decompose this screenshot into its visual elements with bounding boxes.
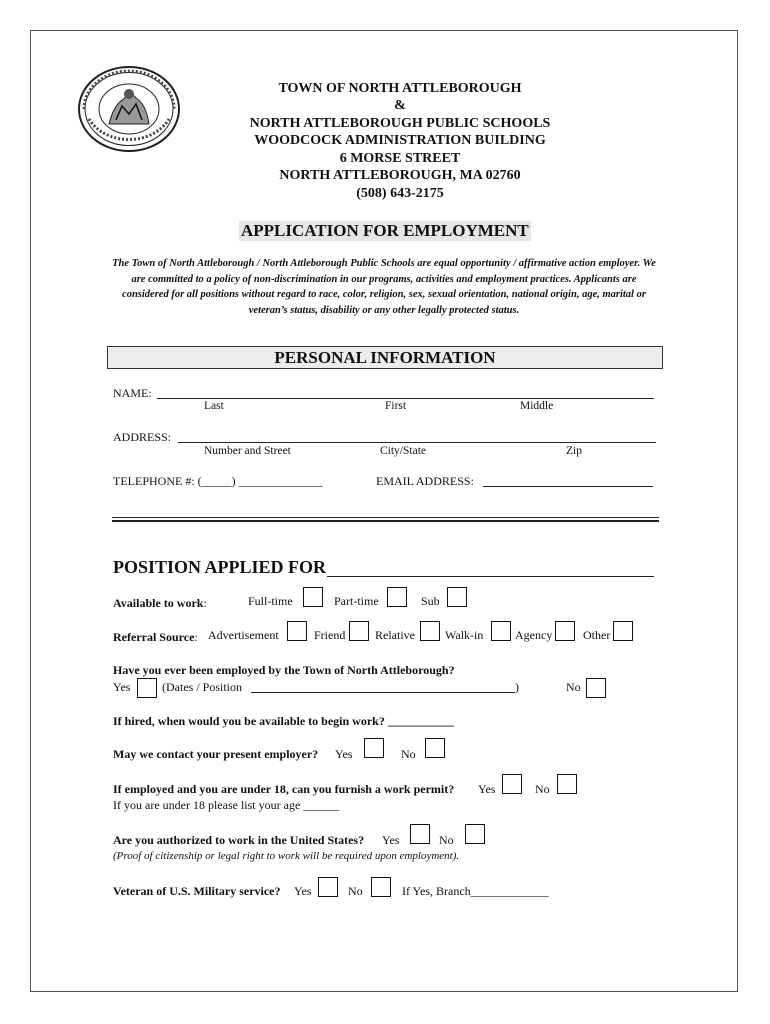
employed-yes-checkbox[interactable] <box>137 678 157 698</box>
authorized-question: Are you authorized to work in the United States? <box>113 833 365 847</box>
position-field[interactable] <box>327 576 654 577</box>
street-caption: Number and Street <box>204 445 291 457</box>
form-title: APPLICATION FOR EMPLOYMENT <box>241 221 529 240</box>
header-schools: NORTH ATTLEBOROUGH PUBLIC SCHOOLS <box>249 116 551 131</box>
header-building: WOODCOCK ADMINISTRATION BUILDING <box>254 133 546 148</box>
personal-information-heading: PERSONAL INFORMATION <box>107 346 663 369</box>
address-field[interactable] <box>178 442 656 443</box>
fulltime-label: Full-time <box>248 594 293 608</box>
contact-yes-checkbox[interactable] <box>364 738 384 758</box>
last-name-caption: Last <box>204 400 224 412</box>
email-label: EMAIL ADDRESS: <box>376 474 474 488</box>
advertisement-checkbox[interactable] <box>287 621 307 641</box>
branch-field[interactable]: If Yes, Branch_____________ <box>402 884 549 898</box>
middle-name-caption: Middle <box>520 400 554 412</box>
employed-yes-label: Yes <box>113 680 131 694</box>
authorized-no-label: No <box>439 833 454 847</box>
other-label: Other <box>583 628 611 642</box>
sub-label: Sub <box>421 594 440 608</box>
city-state-caption: City/State <box>380 445 426 457</box>
agency-label: Agency <box>515 628 553 642</box>
authorized-yes-label: Yes <box>382 833 400 847</box>
address-label: ADDRESS: <box>113 430 172 444</box>
zip-caption: Zip <box>566 445 582 457</box>
permit-no-label: No <box>535 782 550 796</box>
work-permit-question: If employed and you are under 18, can you furnish a work permit? <box>113 782 455 796</box>
referral-colon: : <box>194 630 198 644</box>
parttime-checkbox[interactable] <box>387 587 407 607</box>
friend-label: Friend <box>314 628 346 642</box>
email-field[interactable] <box>483 486 653 487</box>
town-seal-logo <box>74 64 184 154</box>
contact-yes-label: Yes <box>335 747 353 761</box>
available-colon: : <box>203 596 207 610</box>
available-label: Available to work <box>113 596 204 610</box>
referral-label: Referral Source <box>113 630 195 644</box>
header-phone: (508) 643-2175 <box>356 186 444 201</box>
proof-note: (Proof of citizenship or legal right to work will be required upon employment). <box>113 850 460 862</box>
authorized-yes-checkbox[interactable] <box>410 824 430 844</box>
divider-top <box>112 517 659 518</box>
permit-no-checkbox[interactable] <box>557 774 577 794</box>
agency-checkbox[interactable] <box>555 621 575 641</box>
authorized-no-checkbox[interactable] <box>465 824 485 844</box>
first-name-caption: First <box>385 400 407 412</box>
permit-yes-checkbox[interactable] <box>502 774 522 794</box>
relative-checkbox[interactable] <box>420 621 440 641</box>
walkin-checkbox[interactable] <box>491 621 511 641</box>
permit-yes-label: Yes <box>478 782 496 796</box>
header-street: 6 MORSE STREET <box>339 151 461 166</box>
veteran-no-label: No <box>348 884 363 898</box>
parttime-label: Part-time <box>334 594 379 608</box>
fulltime-checkbox[interactable] <box>303 587 323 607</box>
employed-question: Have you ever been employed by the Town of North Attleborough? <box>113 663 455 677</box>
contact-no-label: No <box>401 747 416 761</box>
name-label: NAME: <box>113 386 152 400</box>
friend-checkbox[interactable] <box>349 621 369 641</box>
contact-no-checkbox[interactable] <box>425 738 445 758</box>
header-city: NORTH ATTLEBOROUGH, MA 02760 <box>279 168 521 183</box>
eeo-disclaimer: The Town of North Attleborough / North Attleborough Public Schools are equal opportunity / affirmative action employer. We are committed to a policy of non-discrimination in our programs, activities and employment practices. Applicants are considered for all positions without regard to race, color, religion, sex, sexual orientation, national origin, age, marital or veteran’s status, disability or any other legally protected status. <box>112 258 656 316</box>
name-field[interactable] <box>157 398 654 399</box>
divider-bottom <box>112 520 659 522</box>
header-ampersand: & <box>394 98 406 113</box>
advertisement-label: Advertisement <box>208 628 279 642</box>
veteran-no-checkbox[interactable] <box>371 877 391 897</box>
dates-position-field[interactable] <box>251 692 515 693</box>
dates-position-close: ) <box>515 680 519 694</box>
contact-employer-question: May we contact your present employer? <box>113 747 319 761</box>
relative-label: Relative <box>375 628 415 642</box>
veteran-yes-checkbox[interactable] <box>318 877 338 897</box>
sub-checkbox[interactable] <box>447 587 467 607</box>
age-field[interactable]: If you are under 18 please list your age ______ <box>113 798 340 812</box>
other-checkbox[interactable] <box>613 621 633 641</box>
header-town: TOWN OF NORTH ATTLEBOROUGH <box>278 81 522 96</box>
employed-no-label: No <box>566 680 581 694</box>
telephone-field[interactable]: TELEPHONE #: (_____) ______________ <box>113 474 323 488</box>
veteran-question: Veteran of U.S. Military service? <box>113 884 281 898</box>
walkin-label: Walk-in <box>445 628 484 642</box>
veteran-yes-label: Yes <box>294 884 312 898</box>
employed-no-checkbox[interactable] <box>586 678 606 698</box>
position-applied-heading: POSITION APPLIED FOR <box>113 557 327 577</box>
dates-position-label: (Dates / Position <box>162 680 242 694</box>
available-start-question[interactable]: If hired, when would you be available to begin work? ___________ <box>113 714 454 728</box>
